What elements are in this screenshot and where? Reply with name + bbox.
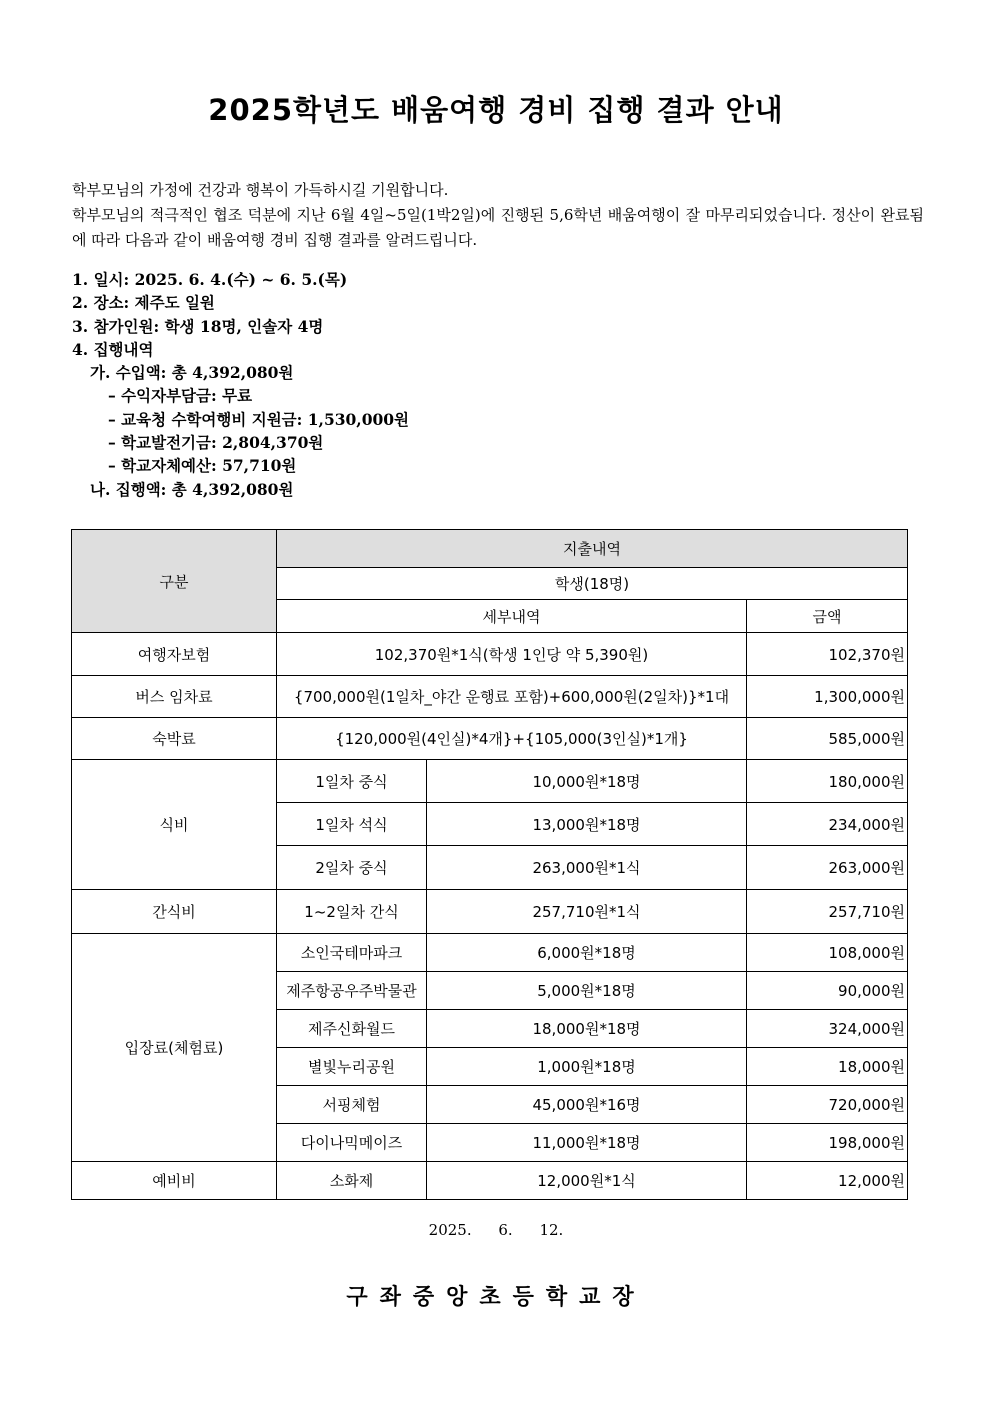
row-detail: {120,000원(4인실)*4개}+{105,000(3인실)*1개}	[277, 718, 747, 760]
row-sub: 1~2일차 간식	[277, 890, 427, 934]
row-sub: 1일차 석식	[277, 803, 427, 846]
row-amount: 108,000원	[747, 934, 908, 972]
row-amount: 102,370원	[747, 633, 908, 676]
row-sub: 2일차 중식	[277, 846, 427, 890]
info-place: 2. 장소: 제주도 일원	[72, 293, 215, 313]
school-signature: 구좌중앙초등학교장	[346, 1285, 646, 1310]
admission-category: 입장료(체험료)	[72, 934, 277, 1162]
row-category: 숙박료	[72, 718, 277, 760]
info-date: 1. 일시: 2025. 6. 4.(수) ~ 6. 5.(목)	[72, 270, 348, 289]
info-participants: 3. 참가인원: 학생 18명, 인솔자 4명	[72, 316, 324, 336]
header-detail: 세부내역	[277, 600, 747, 633]
table-row	[72, 1162, 908, 1200]
info-list	[72, 268, 892, 501]
row-amount: 234,000원	[747, 803, 908, 846]
income-item: – 학교발전기금: 2,804,370원	[108, 433, 324, 453]
intro-line-greeting: 학부모님의 가정에 건강과 행복이 가득하시길 기원합니다.	[72, 181, 449, 199]
row-amount: 720,000원	[747, 1086, 908, 1124]
table-row	[72, 934, 908, 972]
row-detail: 13,000원*18명	[427, 803, 747, 846]
table-row	[72, 676, 908, 718]
intro-line-body: 학부모님의 적극적인 협조 덕분에 지난 6월 4일~5일(1박2일)에 진행된 5,6학년 배움여행이 잘 마무리되었습니다. 정산이 완료됨에 따라 다음과 같이 배움여행 경비 집행 결과를 알려드립니다.	[72, 206, 924, 249]
header-expenditure: 지출내역	[277, 530, 908, 568]
row-sub: 서핑체험	[277, 1086, 427, 1124]
issue-date: 2025. 6. 12.	[428, 1221, 564, 1239]
row-detail: 10,000원*18명	[427, 760, 747, 803]
row-detail: 5,000원*18명	[427, 972, 747, 1010]
table-row	[72, 718, 908, 760]
row-amount: 585,000원	[747, 718, 908, 760]
income-item: – 수익자부담금: 무료	[108, 386, 253, 406]
row-sub: 소인국테마파크	[277, 934, 427, 972]
row-sub: 제주항공우주박물관	[277, 972, 427, 1010]
expense-table	[71, 529, 908, 1200]
row-amount: 90,000원	[747, 972, 908, 1010]
table-row	[72, 633, 908, 676]
row-amount: 263,000원	[747, 846, 908, 890]
row-sub: 소화제	[277, 1162, 427, 1200]
expense-total: 나. 집행액: 총 4,392,080원	[90, 479, 294, 499]
row-amount: 12,000원	[747, 1162, 908, 1200]
info-details-heading: 4. 집행내역	[72, 339, 154, 359]
row-sub: 별빛누리공원	[277, 1048, 427, 1086]
row-sub: 1일차 중식	[277, 760, 427, 803]
row-sub: 제주신화월드	[277, 1010, 427, 1048]
row-amount: 198,000원	[747, 1124, 908, 1162]
row-sub: 다이나믹메이즈	[277, 1124, 427, 1162]
row-category: 여행자보험	[72, 633, 277, 676]
intro-paragraph	[72, 178, 924, 253]
meals-category: 식비	[72, 760, 277, 890]
row-detail: 257,710원*1식	[427, 890, 747, 934]
document-title: 2025학년도 배움여행 경비 집행 결과 안내	[208, 93, 784, 127]
table-row	[72, 890, 908, 934]
row-detail: 6,000원*18명	[427, 934, 747, 972]
table-row	[72, 760, 908, 803]
row-detail: 1,000원*18명	[427, 1048, 747, 1086]
row-detail: 11,000원*18명	[427, 1124, 747, 1162]
row-detail: {700,000원(1일차_야간 운행료 포함)+600,000원(2일차)}*1대	[277, 676, 747, 718]
row-amount: 257,710원	[747, 890, 908, 934]
income-item: – 교육청 수학여행비 지원금: 1,530,000원	[108, 409, 410, 429]
row-detail: 18,000원*18명	[427, 1010, 747, 1048]
row-detail: 12,000원*1식	[427, 1162, 747, 1200]
row-amount: 180,000원	[747, 760, 908, 803]
income-total: 가. 수입액: 총 4,392,080원	[90, 363, 294, 383]
row-detail: 45,000원*16명	[427, 1086, 747, 1124]
income-item: – 학교자체예산: 57,710원	[108, 456, 297, 476]
header-category: 구분	[72, 530, 277, 633]
row-detail: 102,370원*1식(학생 1인당 약 5,390원)	[277, 633, 747, 676]
header-amount: 금액	[747, 600, 908, 633]
row-category: 간식비	[72, 890, 277, 934]
row-detail: 263,000원*1식	[427, 846, 747, 890]
header-students: 학생(18명)	[277, 568, 908, 600]
row-amount: 1,300,000원	[747, 676, 908, 718]
row-category: 예비비	[72, 1162, 277, 1200]
row-amount: 324,000원	[747, 1010, 908, 1048]
row-category: 버스 임차료	[72, 676, 277, 718]
row-amount: 18,000원	[747, 1048, 908, 1086]
